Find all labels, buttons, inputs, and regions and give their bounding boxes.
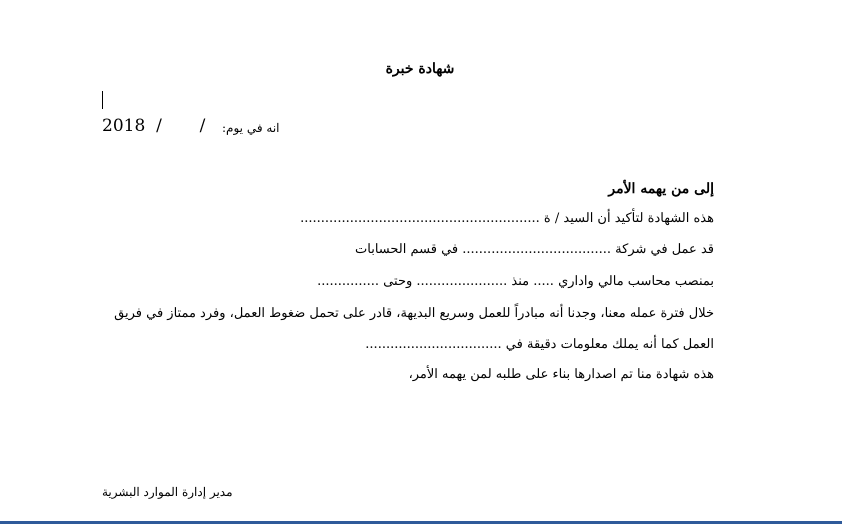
text-cursor: [102, 91, 103, 109]
greeting-heading: إلى من يهمه الأمر: [608, 181, 714, 197]
body-line: بمنصب محاسب مالي واداري ..... منذ ...................... وحتى ...............: [317, 274, 714, 289]
page-title: شهادة خبرة: [385, 61, 455, 77]
body-line: خلال فترة عمله معنا، وجدنا أنه مبادراً للعمل وسريع البديهة، قادر على تحمل ضغوط العمل، وفرد ممتاز في فريق: [114, 306, 714, 321]
body-line: هذه شهادة منا تم اصدارها بناء على طلبه لمن يهمه الأمر،: [408, 367, 714, 382]
body-line: هذه الشهادة لتأكيد أن السيد / ة ..........................................................: [300, 211, 714, 226]
body-line: قد عمل في شركة .................................... في قسم الحسابات: [355, 242, 714, 257]
body-line: العمل كما أنه يملك معلومات دقيقة في .................................: [365, 337, 714, 352]
signature-line: مدير إدارة الموارد البشرية: [102, 485, 233, 499]
date-value: 2018 / /: [102, 116, 206, 136]
date-label: انه في يوم:: [222, 121, 280, 135]
